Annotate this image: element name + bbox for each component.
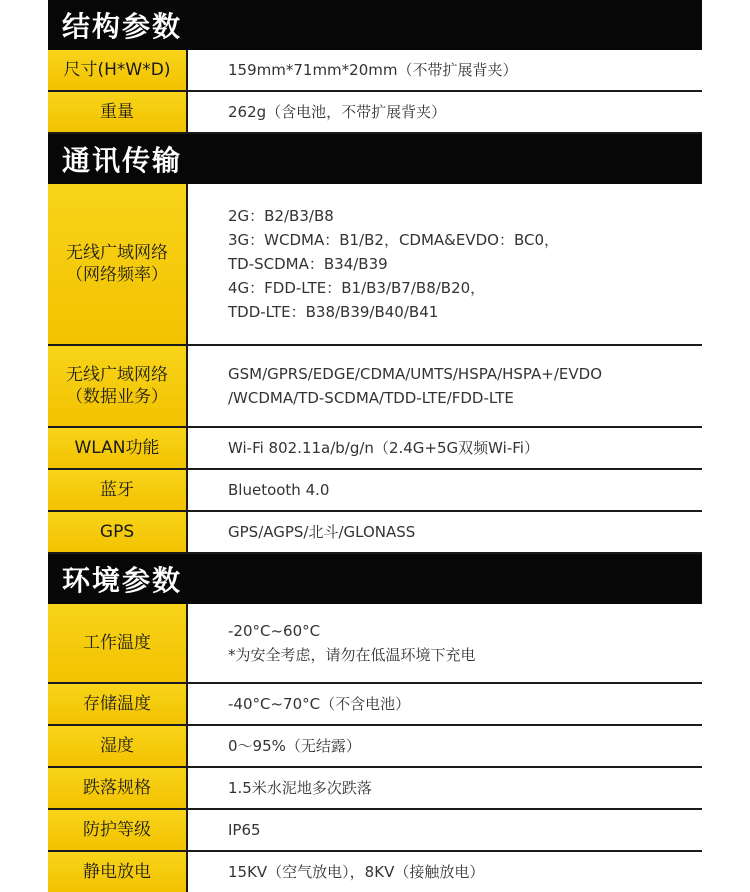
spec-value [188,768,702,808]
spec-value [188,810,702,850]
spec-value [188,50,702,90]
spec-value-line: 262g（含电池，不带扩展背夹） [228,103,447,121]
spec-row [48,512,702,554]
spec-value [188,512,702,552]
spec-value [188,92,702,132]
spec-value [188,428,702,468]
spec-row [48,726,702,768]
spec-label: 存储温度 [48,684,188,724]
section-title: 结构参数 [48,0,702,50]
spec-value-line: 15KV（空气放电），8KV（接触放电） [228,863,485,881]
spec-value [188,346,702,426]
spec-label: 蓝牙 [48,470,188,510]
spec-section [48,0,702,134]
spec-row [48,604,702,684]
spec-value-line: *为安全考虑，请勿在低温环境下充电 [228,646,476,664]
spec-row [48,428,702,470]
spec-row [48,852,702,892]
spec-value [188,184,702,344]
spec-value-line: TDD-LTE：B38/B39/B40/B41 [228,303,439,321]
spec-row [48,684,702,726]
section-title: 通讯传输 [48,134,702,184]
spec-value-line: /WCDMA/TD-SCDMA/TDD-LTE/FDD-LTE [228,389,514,407]
spec-value-line: 4G：FDD-LTE：B1/B3/B7/B8/B20， [228,279,486,297]
spec-row [48,470,702,512]
spec-row [48,768,702,810]
spec-value-line: IP65 [228,821,261,839]
spec-value-line: Wi-Fi 802.11a/b/g/n（2.4G+5G双频Wi-Fi） [228,439,539,457]
spec-label: 工作温度 [48,604,188,682]
spec-value [188,470,702,510]
spec-value-line: 0～95%（无结露） [228,737,361,755]
spec-value-line: GSM/GPRS/EDGE/CDMA/UMTS/HSPA/HSPA+/EVDO [228,365,602,383]
spec-label: 湿度 [48,726,188,766]
spec-label: 防护等级 [48,810,188,850]
spec-value [188,604,702,682]
spec-label: 无线广域网络 （数据业务） [48,346,188,426]
spec-row [48,184,702,346]
spec-table [48,0,702,892]
spec-label: 跌落规格 [48,768,188,808]
spec-label: 尺寸(H*W*D) [48,50,188,90]
spec-value-line: -20°C~60°C [228,622,321,640]
spec-value [188,726,702,766]
spec-section [48,134,702,554]
spec-value [188,684,702,724]
spec-value-line: 2G：B2/B3/B8 [228,207,334,225]
spec-row [48,346,702,428]
spec-value-line: 159mm*71mm*20mm（不带扩展背夹） [228,61,518,79]
spec-row [48,50,702,92]
spec-value-line: 1.5米水泥地多次跌落 [228,779,372,797]
spec-value-line: Bluetooth 4.0 [228,481,330,499]
spec-label: GPS [48,512,188,552]
spec-row [48,810,702,852]
spec-section [48,554,702,892]
spec-value-line: 3G：WCDMA：B1/B2，CDMA&EVDO：BC0， [228,231,560,249]
spec-value-line: TD-SCDMA：B34/B39 [228,255,388,273]
spec-value-line: -40°C~70°C（不含电池） [228,695,411,713]
spec-label: WLAN功能 [48,428,188,468]
spec-label: 静电放电 [48,852,188,892]
spec-label: 重量 [48,92,188,132]
spec-row [48,92,702,134]
section-title: 环境参数 [48,554,702,604]
spec-value-line: GPS/AGPS/北斗/GLONASS [228,523,416,541]
spec-label: 无线广域网络 （网络频率） [48,184,188,344]
spec-value [188,852,702,892]
